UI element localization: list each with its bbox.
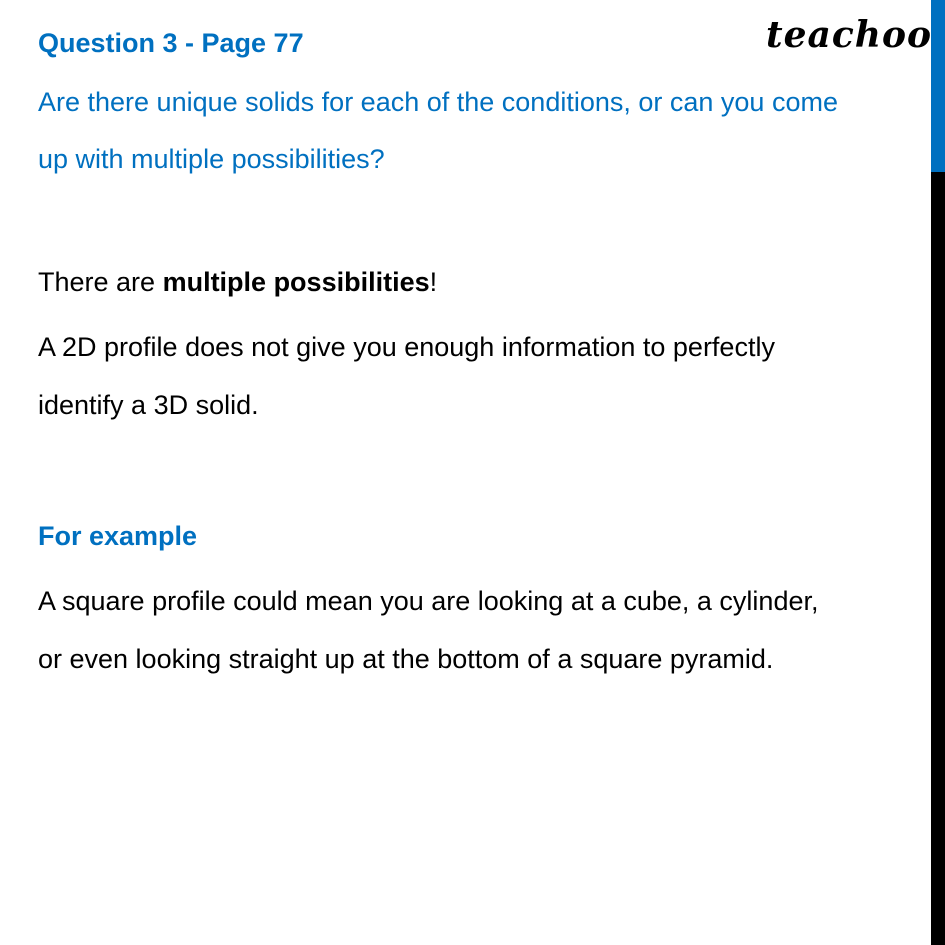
example-line-2: or even looking straight up at the bottom of a square pyramid. <box>38 644 774 674</box>
answer-line-1: A 2D profile does not give you enough information to perfectly <box>38 332 775 362</box>
answer-intro-prefix: There are <box>38 267 163 297</box>
side-bar-accent <box>931 0 945 172</box>
answer-line-2: identify a 3D solid. <box>38 390 259 420</box>
side-bar-dark <box>931 172 945 945</box>
answer-intro-bold: multiple possibilities <box>162 267 430 297</box>
question-line-2: up with multiple possibilities? <box>38 144 385 174</box>
page-title: Question 3 - Page 77 <box>38 28 304 58</box>
teachoo-logo: teachoo <box>766 14 932 56</box>
example-heading: For example <box>38 521 198 551</box>
answer-intro <box>38 267 437 298</box>
answer-intro-suffix: ! <box>429 267 438 297</box>
question-line-1: Are there unique solids for each of the conditions, or can you come <box>38 87 838 117</box>
example-line-1: A square profile could mean you are looking at a cube, a cylinder, <box>38 586 819 616</box>
